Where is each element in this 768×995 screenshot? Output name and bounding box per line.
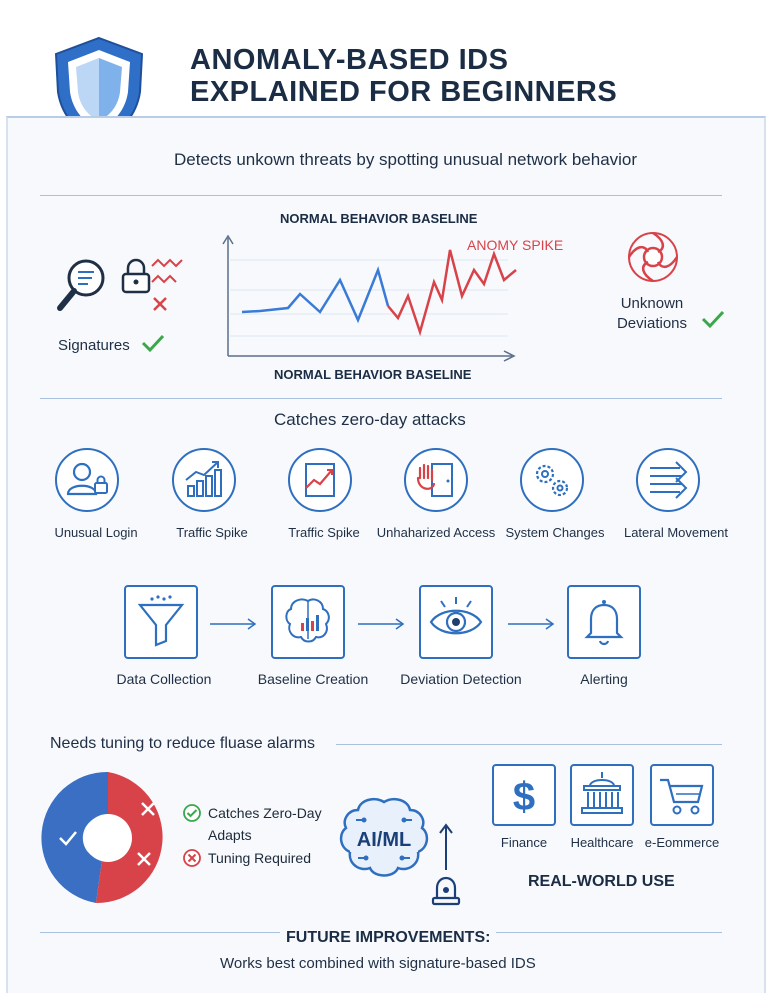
threat-label-1: Unusual Login [54,525,138,540]
divider-1 [40,195,722,196]
svg-text:$: $ [512,775,536,819]
threats-heading: Catches zero-day attacks [274,410,466,429]
step-label-3: Deviation Detection [400,671,522,687]
baseline-creation-step [271,585,345,659]
threat-label-2: Traffic Spike [176,525,248,540]
pro-label-2: Adapts [208,827,252,843]
step-label-4: Alerting [580,671,628,687]
pro-check-icon [182,803,202,823]
finance-icon [492,764,556,826]
footer-note: Works best combined with signature-based IDS [220,955,536,972]
con-label: Tuning Required [208,850,311,866]
real-world-label-3: e-Eommerce [644,835,720,850]
chart-title: NORMAL BEHAVIOR BASELINE [280,211,478,226]
threat-label-3: Traffic Spike [288,525,360,540]
unknown-label-line-2: Deviations [616,315,688,332]
upward-arrow-icon [438,822,454,872]
data-collection-step [124,585,198,659]
anomaly-spike-label: ANOMY SPIKE [467,237,564,253]
future-improvements-title: FUTURE IMPROVEMENTS: [280,929,496,947]
real-world-label-1: Finance [500,835,548,850]
signatures-label: Signatures [58,337,130,354]
tuning-heading: Needs tuning to reduce fluase alarms [50,735,316,752]
subtitle: Detects unkown threats by spotting unusual network behavior [174,150,638,169]
threat-label-5: System Changes [505,525,605,540]
pros-cons-donut [40,770,176,906]
unauthorized-access-icon [404,448,468,512]
lateral-movement-icon [636,448,700,512]
divider-3 [336,744,722,745]
system-changes-icon [520,448,584,512]
threat-label-6: Lateral Movement [623,525,729,540]
real-world-label-2: Healthcare [570,835,634,850]
normal-series-line [242,270,388,320]
baseline-chart [218,230,520,365]
signatures-check-icon [140,332,166,354]
step-label-2: Baseline Creation [257,671,369,687]
virus-swirl-icon [624,228,682,286]
magnifier-icon [54,256,110,316]
ai-ml-label: AI/ML [350,829,418,852]
anomaly-series-line [388,250,516,332]
chart-x-label: NORMAL BEHAVIOR BASELINE [274,367,472,382]
title-line-2: EXPLAINED FOR BEGINNERS [190,76,618,108]
real-world-title: REAL-WORLD USE [528,873,675,890]
deviations-check-icon [700,308,726,330]
unknown-label-line-1: Unknown [620,295,684,312]
traffic-spike-trend-icon [288,448,352,512]
unusual-login-icon [55,448,119,512]
unknown-deviations-label [606,294,698,334]
traffic-spike-bars-icon [172,448,236,512]
deviation-detection-step [419,585,493,659]
healthcare-icon [570,764,634,826]
squiggle-x-icon [148,258,188,318]
divider-2 [40,398,722,399]
page-title [190,44,617,108]
alerting-step [567,585,641,659]
threat-label-4: Unhaharized Access [376,525,496,540]
step-arrow-2 [356,618,406,630]
alarm-beacon-icon [428,872,464,906]
step-arrow-1 [208,618,258,630]
step-arrow-3 [506,618,556,630]
step-label-1: Data Collection [116,671,212,687]
con-x-icon [182,848,202,868]
ecommerce-icon [650,764,714,826]
title-line-1: ANOMALY-BASED IDS [190,44,509,76]
pro-label-1: Catches Zero-Day [208,805,322,821]
